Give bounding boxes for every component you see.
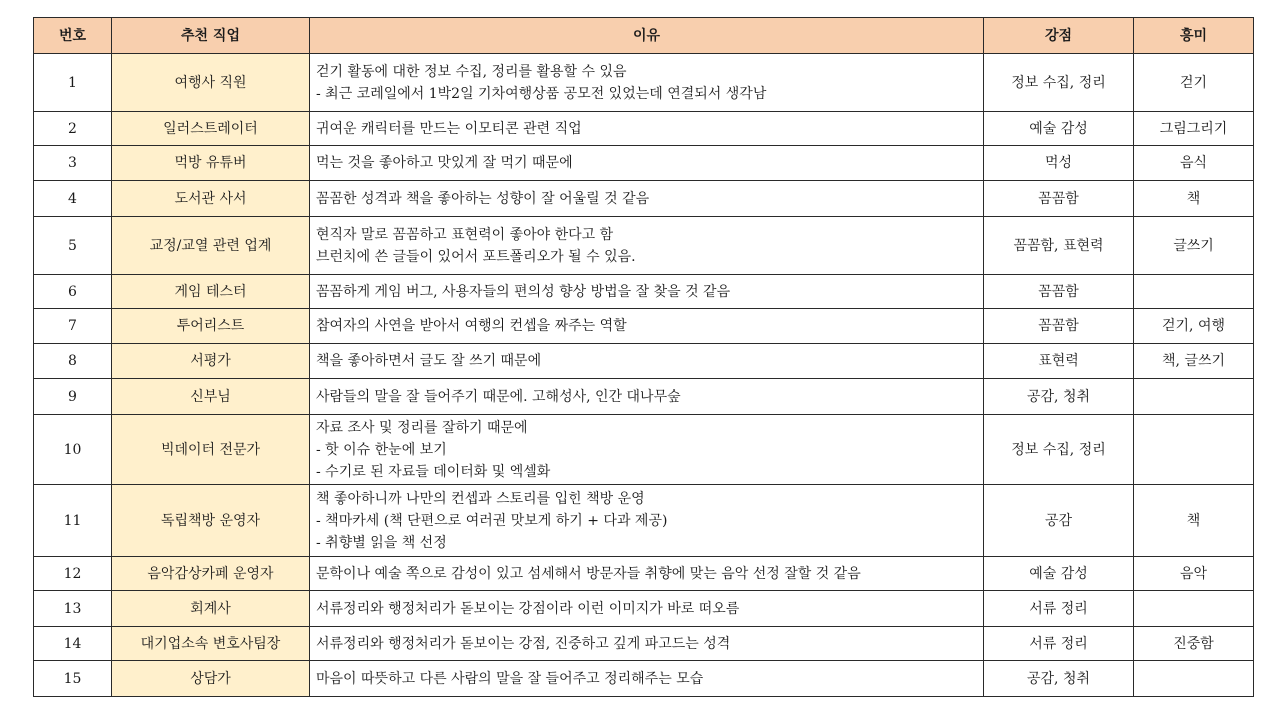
reason-line: 귀여운 캐릭터를 만드는 이모티콘 관련 직업 xyxy=(316,120,582,137)
job-title: 일러스트레이터 xyxy=(112,112,310,146)
interest-cell xyxy=(1134,379,1254,415)
row-number: 7 xyxy=(34,309,112,344)
strength-cell: 공감, 청취 xyxy=(984,661,1134,697)
job-title: 투어리스트 xyxy=(112,309,310,344)
header-no: 번호 xyxy=(34,18,112,54)
interest-cell: 음식 xyxy=(1134,146,1254,181)
interest-cell: 걷기, 여행 xyxy=(1134,309,1254,344)
strength-cell: 서류 정리 xyxy=(984,627,1134,661)
reason-line: 사람들의 말을 잘 들어주기 때문에. 고해성사, 인간 대나무숲 xyxy=(316,388,681,405)
strength-cell: 꼼꼼함 xyxy=(984,275,1134,309)
header-strength: 강점 xyxy=(984,18,1134,54)
reason-line: 자료 조사 및 정리를 잘하기 때문에 xyxy=(316,419,528,436)
reason-cell xyxy=(310,415,984,485)
strength-cell: 먹성 xyxy=(984,146,1134,181)
reason-cell xyxy=(310,217,984,275)
strength-cell: 공감 xyxy=(984,485,1134,557)
table-row xyxy=(34,485,1254,557)
table-row xyxy=(34,591,1254,627)
job-title: 상담가 xyxy=(112,661,310,697)
reason-line: 책 좋아하니까 나만의 컨셉과 스토리를 입힌 책방 운영 xyxy=(316,490,645,507)
job-title: 먹방 유튜버 xyxy=(112,146,310,181)
reason-line: 꼼꼼한 성격과 책을 좋아하는 성향이 잘 어울릴 것 같음 xyxy=(316,190,650,207)
row-number: 14 xyxy=(34,627,112,661)
row-number: 9 xyxy=(34,379,112,415)
table-row xyxy=(34,344,1254,379)
header-job: 추천 직업 xyxy=(112,18,310,54)
row-number: 8 xyxy=(34,344,112,379)
table-row xyxy=(34,146,1254,181)
reason-line: 현직자 말로 꼼꼼하고 표현력이 좋아야 한다고 함 xyxy=(316,226,614,243)
table-row xyxy=(34,54,1254,112)
reason-line: 문학이나 예술 쪽으로 감성이 있고 섬세해서 방문자들 취향에 맞는 음악 선정 잘할 것 같음 xyxy=(316,565,861,582)
strength-cell: 공감, 청취 xyxy=(984,379,1134,415)
job-title: 여행사 직원 xyxy=(112,54,310,112)
strength-cell: 서류 정리 xyxy=(984,591,1134,627)
interest-cell xyxy=(1134,591,1254,627)
reason-line: - 책마카세 (책 단편으로 여러권 맛보게 하기 + 다과 제공) xyxy=(316,512,668,529)
reason-cell xyxy=(310,591,984,627)
row-number: 11 xyxy=(34,485,112,557)
reason-cell xyxy=(310,379,984,415)
interest-cell: 걷기 xyxy=(1134,54,1254,112)
reason-cell xyxy=(310,485,984,557)
interest-cell: 책 xyxy=(1134,485,1254,557)
table-row xyxy=(34,181,1254,217)
job-title: 독립책방 운영자 xyxy=(112,485,310,557)
interest-cell: 그림그리기 xyxy=(1134,112,1254,146)
job-title: 회계사 xyxy=(112,591,310,627)
row-number: 15 xyxy=(34,661,112,697)
reason-cell xyxy=(310,309,984,344)
row-number: 6 xyxy=(34,275,112,309)
strength-cell: 예술 감성 xyxy=(984,112,1134,146)
row-number: 3 xyxy=(34,146,112,181)
header-reason: 이유 xyxy=(310,18,984,54)
strength-cell: 정보 수집, 정리 xyxy=(984,415,1134,485)
reason-line: 책을 좋아하면서 글도 잘 쓰기 때문에 xyxy=(316,353,542,369)
row-number: 12 xyxy=(34,557,112,591)
job-title: 서평가 xyxy=(112,344,310,379)
row-number: 4 xyxy=(34,181,112,217)
table-row xyxy=(34,309,1254,344)
reason-line: 서류정리와 행정처리가 돋보이는 강점, 진중하고 깊게 파고드는 성격 xyxy=(316,635,731,652)
job-title: 음악감상카페 운영자 xyxy=(112,557,310,591)
job-title: 게임 테스터 xyxy=(112,275,310,309)
strength-cell: 꼼꼼함, 표현력 xyxy=(984,217,1134,275)
reason-cell xyxy=(310,344,984,379)
reason-line: 브런치에 쓴 글들이 있어서 포트폴리오가 될 수 있음. xyxy=(316,248,636,265)
reason-line: 먹는 것을 좋아하고 맛있게 잘 먹기 때문에 xyxy=(316,155,573,171)
table-row xyxy=(34,217,1254,275)
interest-cell xyxy=(1134,661,1254,697)
reason-line: - 수기로 된 자료들 데이터화 및 엑셀화 xyxy=(316,463,551,480)
job-title: 빅데이터 전문가 xyxy=(112,415,310,485)
reason-cell xyxy=(310,557,984,591)
table-row xyxy=(34,557,1254,591)
interest-cell: 책 xyxy=(1134,181,1254,217)
reason-line: - 취향별 읽을 책 선정 xyxy=(316,534,447,551)
job-title: 대기업소속 변호사팀장 xyxy=(112,627,310,661)
reason-cell xyxy=(310,661,984,697)
table-body xyxy=(34,54,1254,697)
interest-cell xyxy=(1134,275,1254,309)
table-row xyxy=(34,379,1254,415)
job-title: 교정/교열 관련 업계 xyxy=(112,217,310,275)
reason-line: - 최근 코레일에서 1박2일 기차여행상품 공모전 있었는데 연결되서 생각남 xyxy=(316,85,767,102)
table-row xyxy=(34,661,1254,697)
header-interest: 흥미 xyxy=(1134,18,1254,54)
interest-cell: 음악 xyxy=(1134,557,1254,591)
reason-line: 서류정리와 행정처리가 돋보이는 강점이라 이런 이미지가 바로 떠오름 xyxy=(316,600,740,617)
reason-line: 마음이 따뜻하고 다른 사람의 말을 잘 들어주고 정리해주는 모습 xyxy=(316,670,704,687)
strength-cell: 표현력 xyxy=(984,344,1134,379)
reason-line: 꼼꼼하게 게임 버그, 사용자들의 편의성 향상 방법을 잘 찾을 것 같음 xyxy=(316,283,731,300)
strength-cell: 꼼꼼함 xyxy=(984,309,1134,344)
row-number: 13 xyxy=(34,591,112,627)
strength-cell: 예술 감성 xyxy=(984,557,1134,591)
reason-line: 참여자의 사연을 받아서 여행의 컨셉을 짜주는 역할 xyxy=(316,318,627,334)
recommended-jobs-table xyxy=(33,17,1254,697)
reason-cell xyxy=(310,112,984,146)
interest-cell: 책, 글쓰기 xyxy=(1134,344,1254,379)
strength-cell: 정보 수집, 정리 xyxy=(984,54,1134,112)
strength-cell: 꼼꼼함 xyxy=(984,181,1134,217)
reason-cell xyxy=(310,181,984,217)
row-number: 1 xyxy=(34,54,112,112)
interest-cell: 글쓰기 xyxy=(1134,217,1254,275)
header-row xyxy=(34,18,1254,54)
reason-line: - 핫 이슈 한눈에 보기 xyxy=(316,441,447,458)
interest-cell xyxy=(1134,415,1254,485)
job-title: 신부님 xyxy=(112,379,310,415)
row-number: 5 xyxy=(34,217,112,275)
row-number: 10 xyxy=(34,415,112,485)
reason-cell xyxy=(310,146,984,181)
interest-cell: 진중함 xyxy=(1134,627,1254,661)
table-row xyxy=(34,275,1254,309)
table-row xyxy=(34,415,1254,485)
reason-cell xyxy=(310,627,984,661)
job-title: 도서관 사서 xyxy=(112,181,310,217)
reason-cell xyxy=(310,275,984,309)
table-row xyxy=(34,112,1254,146)
reason-line: 걷기 활동에 대한 정보 수집, 정리를 활용할 수 있음 xyxy=(316,63,627,80)
table-row xyxy=(34,627,1254,661)
reason-cell xyxy=(310,54,984,112)
row-number: 2 xyxy=(34,112,112,146)
